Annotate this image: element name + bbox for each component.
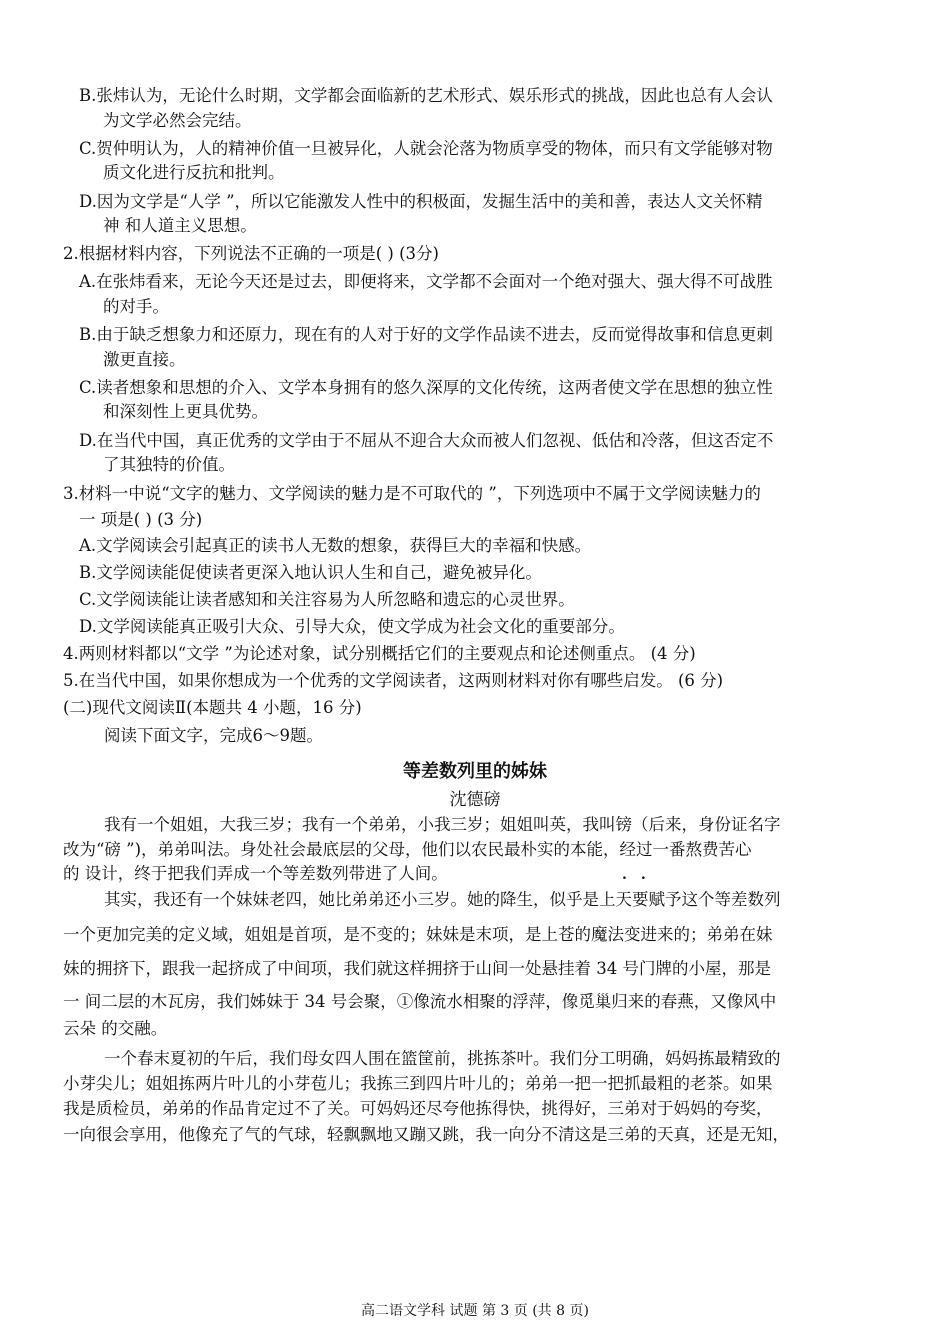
q3-stem-line2: 一 项是( ) (3 分) — [79, 510, 203, 529]
q5-stem: 5.在当代中国，如果你想成为一个优秀的文学阅读者，这两则材料对你有哪些启发。 (6 分) — [63, 671, 724, 690]
q3-option-a: A.文学阅读会引起真正的读书人无数的想象，获得巨大的幸福和快感。 — [79, 536, 592, 555]
q2-stem: 2.根据材料内容，下列说法不正确的一项是( ) (3分) — [63, 244, 439, 263]
q2-option-c-line1: C.读者想象和思想的介入、文学本身拥有的悠久深厚的文化传统，这两者使文学在思想的独立性 — [79, 378, 773, 397]
q2-option-d-line1: D.在当代中国，真正优秀的文学由于不屈从不迎合大众而被人们忽视、低估和冷落，但这否定不 — [79, 431, 774, 450]
article-line-3: 的 设计，终于把我们弄成一个等差数列带进了人间。 — [63, 864, 448, 883]
article-line-7: 一 间二层的木瓦房，我们姊妹于 34 号会聚，①像流水相聚的浮萍，像觅巢归来的春燕，又像风中 — [63, 992, 777, 1011]
article-line-8: 云朵 的交融。 — [63, 1019, 168, 1038]
article-line-5: 一个更加完美的定义域，姐姐是首项，是不变的；妹妹是末项，是上苍的魔法变进来的；弟弟在妹 — [63, 925, 773, 944]
q2-option-d-line2: 了其独特的价值。 — [103, 455, 235, 474]
q1-option-c-line2: 质文化进行反抗和批判。 — [103, 163, 285, 182]
q4-stem: 4.两则材料都以“文学 ”为论述对象，试分别概括它们的主要观点和论述侧重点。 (4 分) — [63, 644, 696, 663]
article-line-10: 小芽尖儿；姐姐拣两片叶儿的小芽苞儿；我拣三到四片叶儿的；弟弟一把一把抓最粗的老茶。如果 — [63, 1074, 773, 1093]
article-line-6: 妹的拥挤下，跟我一起挤成了中间项，我们就这样拥挤于山间一处悬挂着 34 号门牌的小屋，那是 — [63, 959, 771, 978]
q1-option-c-line1: C.贺仲明认为，人的精神价值一旦被异化，人就会沦落为物质享受的物体，而只有文学能够对物 — [79, 139, 773, 158]
emphasis-dots: .. — [622, 867, 660, 883]
q3-option-d: D.文学阅读能真正吸引大众、引导大众，使文学成为社会文化的重要部分。 — [79, 617, 625, 636]
article-line-11: 我是质检员，弟弟的作品肯定过不了关。可妈妈还尽夸他拣得快，挑得好，三弟对于妈妈的夸奖， — [63, 1099, 773, 1118]
q1-option-b-line1: B.张炜认为，无论什么时期，文学都会面临新的艺术形式、娱乐形式的挑战，因此也总有人会认 — [79, 86, 773, 105]
q1-option-b-line2: 为文学必然会完结。 — [103, 111, 252, 130]
q3-option-b: B.文学阅读能促使读者更深入地认识人生和自己，避免被异化。 — [79, 563, 542, 582]
article-line-1: 我有一个姐姐，大我三岁；我有一个弟弟，小我三岁；姐姐叫英，我叫镑（后来，身份证名字 — [104, 815, 781, 834]
article-author: 沈德磅 — [449, 790, 501, 810]
article-line-12: 一向很会享用，他像充了气的气球，轻飘飘地又蹦又跳，我一向分不清这是三弟的天真，还是无知， — [63, 1125, 789, 1144]
q3-stem: 3.材料一中说“文字的魅力、文学阅读的魅力是不可取代的 ”，下列选项中不属于文学阅读魅力的 — [63, 484, 761, 503]
article-line-4: 其实，我还有一个妹妹老四，她比弟弟还小三岁。她的降生，似乎是上天要赋予这个等差数列 — [104, 890, 781, 909]
q2-option-a-line2: 的对手。 — [103, 297, 169, 316]
q2-option-b-line2: 激更直接。 — [103, 350, 186, 369]
article-line-2: 改为“磅 ”)，弟弟叫法。身处社会最底层的父母，他们以农民最朴实的本能，经过一番熬费苦心 — [63, 840, 752, 859]
article-line-9: 一个春末夏初的午后，我们母女四人围在篮筐前，挑拣茶叶。我们分工明确，妈妈拣最精致的 — [104, 1049, 781, 1068]
q2-option-c-line2: 和深刻性上更具优势。 — [103, 402, 268, 421]
q2-option-a-line1: A.在张炜看来，无论今天还是过去，即便将来，文学都不会面对一个绝对强大、强大得不可战胜 — [79, 272, 773, 291]
q1-option-d-line1: D.因为文学是“人学 ”，所以它能激发人性中的积极面，发掘生活中的美和善，表达人文关怀精 — [79, 192, 763, 211]
q2-option-b-line1: B.由于缺乏想象力和还原力，现在有的人对于好的文学作品读不进去，反而觉得故事和信息更刺 — [79, 325, 773, 344]
q3-option-c: C.文学阅读能让读者感知和关注容易为人所忽略和遗忘的心灵世界。 — [79, 590, 575, 609]
page-footer: 高二语文学科 试题 第 3 页 (共 8 页) — [361, 1303, 589, 1319]
section2-heading: (二)现代文阅读Ⅱ(本题共 4 小题，16 分) — [63, 698, 362, 717]
q1-option-d-line2: 神 和人道主义思想。 — [103, 216, 257, 235]
section2-instruction: 阅读下面文字，完成6～9题。 — [104, 726, 323, 745]
article-title: 等差数列里的姊妹 — [403, 761, 547, 782]
